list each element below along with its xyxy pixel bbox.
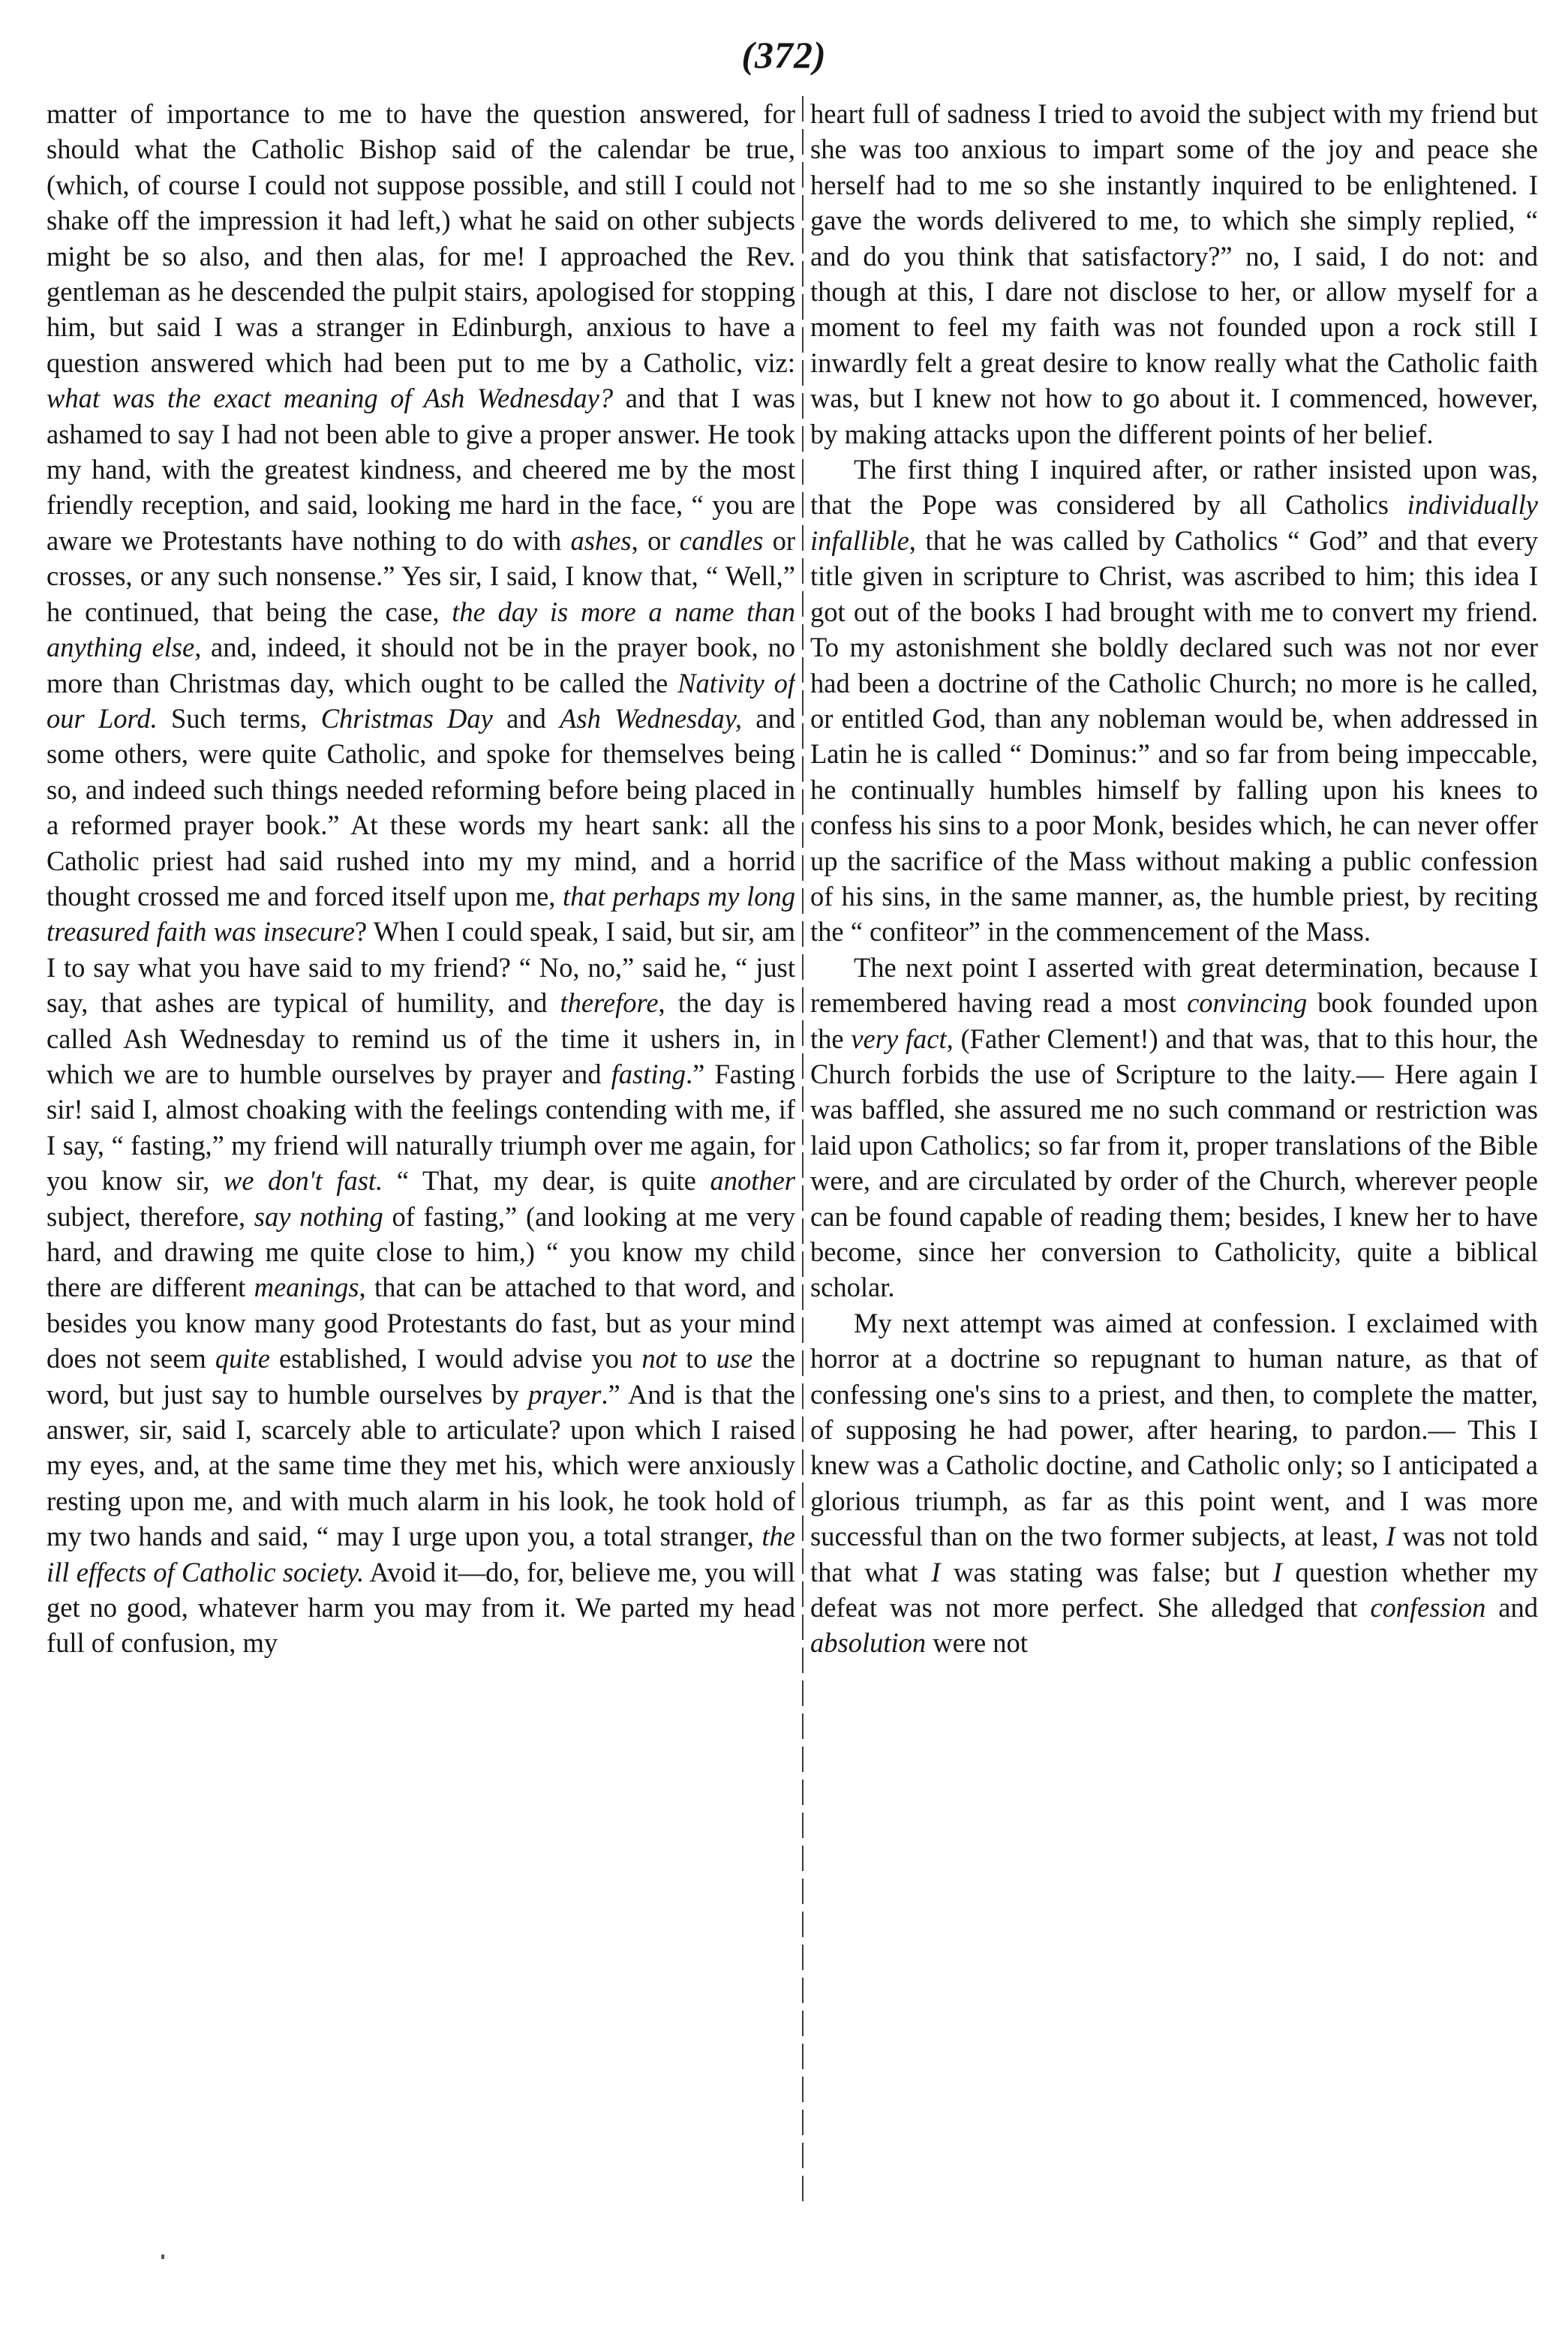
italic-text: prayer	[528, 1378, 602, 1410]
column-divider	[802, 96, 804, 2204]
italic-text: fasting	[611, 1058, 686, 1089]
italic-text: meanings	[254, 1272, 359, 1303]
italic-text: individually infallible	[810, 489, 1538, 556]
italic-text: Nativity of our Lord.	[47, 667, 795, 734]
italic-text: Christmas Day	[320, 702, 493, 734]
scan-speck	[161, 2254, 164, 2259]
italic-text: we don't fast.	[223, 1165, 383, 1197]
italic-text: that perhaps my long treasured faith was insecure	[47, 880, 795, 948]
italic-text: Ash Wednesday,	[560, 702, 743, 734]
italic-text: very fact	[851, 1023, 947, 1054]
italic-text: I	[1272, 1556, 1282, 1588]
paragraph: matter of importance to me to have the question answered, for should what the Catholic Bishop said of the calendar be true, (which, of course I could not suppose possible, and still I could not shake off the impression it had left,) what he said on other subjects might be so also, and then alas, for me! I approached the Rev. gentleman as he descended the pulpit stairs, apologised for stopping him, but said I was a stranger in Edinburgh, anxious to have a question answered which had been put to me by a Catholic, viz: what was the exact meaning of Ash Wednesday? and that I was ashamed to say I had not been able to give a proper answer. He took my hand, with the greatest kindness, and cheered me by the most friendly reception, and said, looking me hard in the face, “ you are aware we Protestants have nothing to do with ashes, or candles or crosses, or any such nonsense.” Yes sir, I said, I know that, “ Well,” he continued, that being the case, the day is more a name than anything else, and, indeed, it should not be in the prayer book, no more than Christmas day, which ought to be called the Nativity of our Lord. Such terms, Christmas Day and Ash Wednesday, and some others, were quite Catholic, and spoke for themselves being so, and indeed such things needed reforming before being placed in a reformed prayer book.” At these words my heart sank: all the Catholic priest had said rushed into my my mind, and a horrid thought crossed me and forced itself upon me, that perhaps my long treasured faith was insecure? When I could speak, I said, but sir, am I to say what you have said to my friend? “ No, no,” said he, “ just say, that ashes are typical of humility, and therefore, the day is called Ash Wednesday to remind us of the time it ushers in, in which we are to humble ourselves by prayer and fasting.” Fasting sir! said I, almost choaking with the feelings contending with me, if I say, “ fasting,” my friend will naturally triumph over me again, for you know sir, we don't fast. “ That, my dear, is quite another subject, therefore, say nothing of fasting,” (and looking at me very hard, and drawing me quite close to him,) “ you know my child there are different meanings, that can be attached to that word, and besides you know many good Protestants do fast, but as your mind does not seem quite established, I would advise you not to use the word, but just say to humble ourselves by prayer.” And is that the answer, sir, said I, scarcely able to articulate? upon which I raised my eyes, and, at the same time they met his, which were anxiously resting upon me, and with much alarm in his look, he took hold of my two hands and said, “ may I urge upon you, a total stranger, the ill effects of Catholic society. Avoid it—do, for, believe me, you will get no good, whatever harm you may from it. We parted my head full of confusion, my	[47, 98, 795, 1659]
italic-text: another	[710, 1165, 795, 1197]
italic-text: convincing	[1187, 987, 1308, 1019]
italic-text: the day is more a name than anything else,	[47, 596, 795, 663]
right-column	[810, 96, 1538, 2219]
italic-text: what was the exact meaning of Ash Wednesday?	[47, 383, 614, 414]
italic-text: the ill effects of Catholic society.	[47, 1521, 795, 1588]
italic-text: absolution	[810, 1627, 927, 1659]
paragraph: The first thing I inquired after, or rather insisted upon was, that the Pope was considered by all Catholics individually infallible, that he was called by Catholics “ God” and that every title given in scripture to Christ, was ascribed to him; this idea I got out of the books I had brought with me to convert my friend. To my astonishment she boldly declared such was not nor ever had been a doctrine of the Catholic Church; no more is he called, or entitled God, than any nobleman would be, when addressed in Latin he is called “ Dominus:” and so far from being impeccable, he continually humbles himself by falling upon his knees to confess his sins to a poor Monk, besides which, he can never offer up the sacrifice of the Mass without making a public confession of his sins, in the same manner, as, the humble priest, by reciting the “ confiteor” in the commencement of the Mass.	[810, 454, 1538, 948]
italic-text: not	[641, 1343, 677, 1374]
italic-text: use	[716, 1343, 753, 1374]
italic-text: say nothing	[254, 1200, 383, 1232]
italic-text: ashes	[570, 524, 632, 556]
italic-text: I	[931, 1556, 941, 1588]
paragraph: My next attempt was aimed at confession. I exclaimed with horror at a doctrine so repugnant to human nature, as that of confessing one's sins to a priest, and then, to complete the matter, of supposing he had power, after hearing, to pardon.— This I knew was a Catholic doctine, and Catholic only; so I anticipated a glorious triumph, as far as this point went, and I was more successful than on the two former subjects, at least, I was not told that what I was stating was false; but I question whether my defeat was not more perfect. She alledged that confession and absolution were not	[810, 1307, 1538, 1659]
page-number: (372)	[741, 34, 827, 76]
italic-text: quite	[215, 1343, 270, 1374]
italic-text: therefore	[560, 987, 659, 1019]
italic-text: confession	[1370, 1592, 1486, 1624]
paragraph: The next point I asserted with great determination, because I remembered having read a most convincing book founded upon the very fact, (Father Clement!) and that was, that to this hour, the Church forbids the use of Scripture to the laity.— Here again I was baffled, she assured me no such command or restriction was laid upon Catholics; so far from it, proper translations of the Bible were, and are circulated by order of the Church, wherever people can be found capable of reading them; besides, I knew her to have become, since her conversion to Catholicity, quite a biblical scholar.	[810, 951, 1538, 1303]
left-column	[47, 96, 795, 2219]
paragraph: heart full of sadness I tried to avoid the subject with my friend but she was too anxious to impart some of the joy and peace she herself had to me so she instantly inquired to be enlightened. I gave the words delivered to me, to which she simply replied, “ and do you think that satisfactory?” no, I said, I do not: and though at this, I dare not disclose to her, or allow myself for a moment to feel my faith was not founded upon a rock still I inwardly felt a great desire to know really what the Catholic faith was, but I knew not how to go about it. I commenced, however, by making attacks upon the different points of her belief.	[810, 98, 1538, 449]
italic-text: candles	[679, 524, 764, 556]
italic-text: I	[1386, 1521, 1395, 1552]
